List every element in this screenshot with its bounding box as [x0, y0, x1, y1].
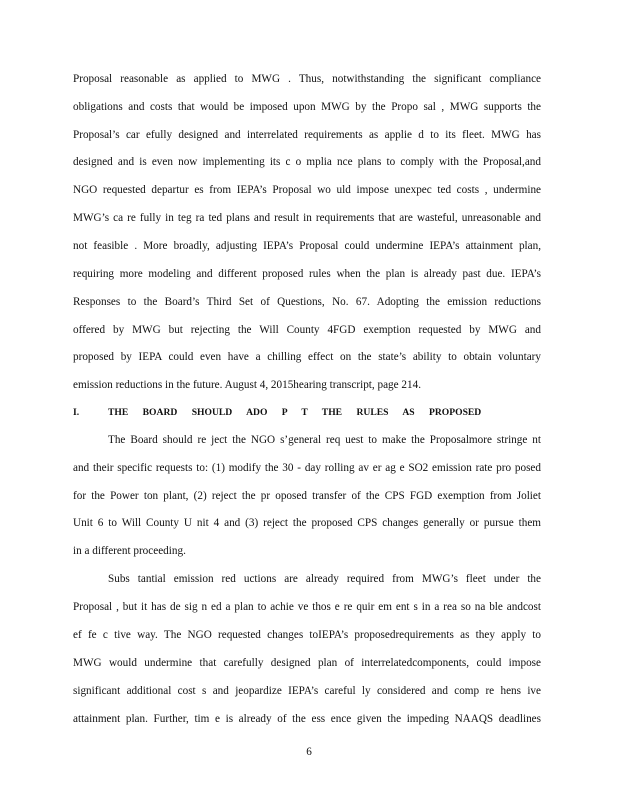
text-line: requiring more modeling and different proposed rules when the plan is already past due. IEPA’s: [73, 268, 541, 280]
text-line: Unit 6 to Will County U nit 4 and (3) reject the proposed CPS changes generally or pursue them: [73, 517, 541, 529]
text-line: NGO requested departur es from IEPA’s Proposal wo uld impose unexpec ted costs , undermine: [73, 184, 541, 196]
text-line: attainment plan. Further, tim e is already of the ess ence given the impeding NAAQS deadlines: [73, 713, 541, 725]
text-line: Proposal’s car efully designed and interrelated requirements as applie d to its fleet. MWG has: [73, 129, 541, 141]
text-line: not feasible . More broadly, adjusting IEPA’s Proposal could undermine IEPA’s attainment plan,: [73, 240, 541, 252]
text-line: offered by MWG but rejecting the Will County 4FGD exemption requested by MWG and: [73, 324, 541, 336]
text-line: emission reductions in the future. August 4, 2015hearing transcript, page 214.: [73, 379, 421, 391]
text-line: Proposal , but it has de sig n ed a plan to achie ve thos e re quir em ent s in a rea so na ble andcost: [73, 601, 541, 613]
text-line: Proposal reasonable as applied to MWG . Thus, notwithstanding the significant compliance: [73, 73, 541, 85]
section-title: THE BOARD SHOULD ADO P T THE RULES AS PROPOSED: [108, 407, 482, 418]
text-line: MWG’s ca re fully in teg ra ted plans and result in requirements that are wasteful, unreasonable and: [73, 212, 541, 224]
text-line: MWG would undermine that carefully designed plan of interrelatedcomponents, could impose: [73, 657, 541, 669]
section-heading: [73, 406, 541, 420]
text-line: Responses to the Board’s Third Set of Questions, No. 67. Adopting the emission reductions: [73, 296, 541, 308]
section-number: I.: [73, 407, 80, 418]
text-line: obligations and costs that would be imposed upon MWG by the Propo sal , MWG supports the: [73, 101, 541, 113]
page-number: 6: [306, 746, 312, 758]
text-line: significant additional cost s and jeopardize IEPA’s careful ly considered and comp re hens ive: [73, 685, 541, 697]
text-line: The Board should re ject the NGO s’general req uest to make the Proposalmore stringe nt: [108, 434, 541, 446]
text-line: designed and is even now implementing its c o mplia nce plans to comply with the Proposal,and: [73, 156, 541, 168]
text-line: in a different proceeding.: [73, 545, 186, 557]
text-line: and their specific requests to: (1) modify the 30 - day rolling av er ag e SO2 emission rate pro posed: [73, 462, 541, 474]
text-line: ef fe c tive way. The NGO requested changes toIEPA’s proposedrequirements as they apply to: [73, 629, 541, 641]
text-line: for the Power ton plant, (2) reject the pr oposed transfer of the CPS FGD exemption from Joliet: [73, 490, 541, 502]
text-line: proposed by IEPA could even have a chilling effect on the state’s ability to obtain voluntary: [73, 351, 541, 363]
text-line: Subs tantial emission red uctions are already required from MWG’s fleet under the: [108, 573, 541, 585]
